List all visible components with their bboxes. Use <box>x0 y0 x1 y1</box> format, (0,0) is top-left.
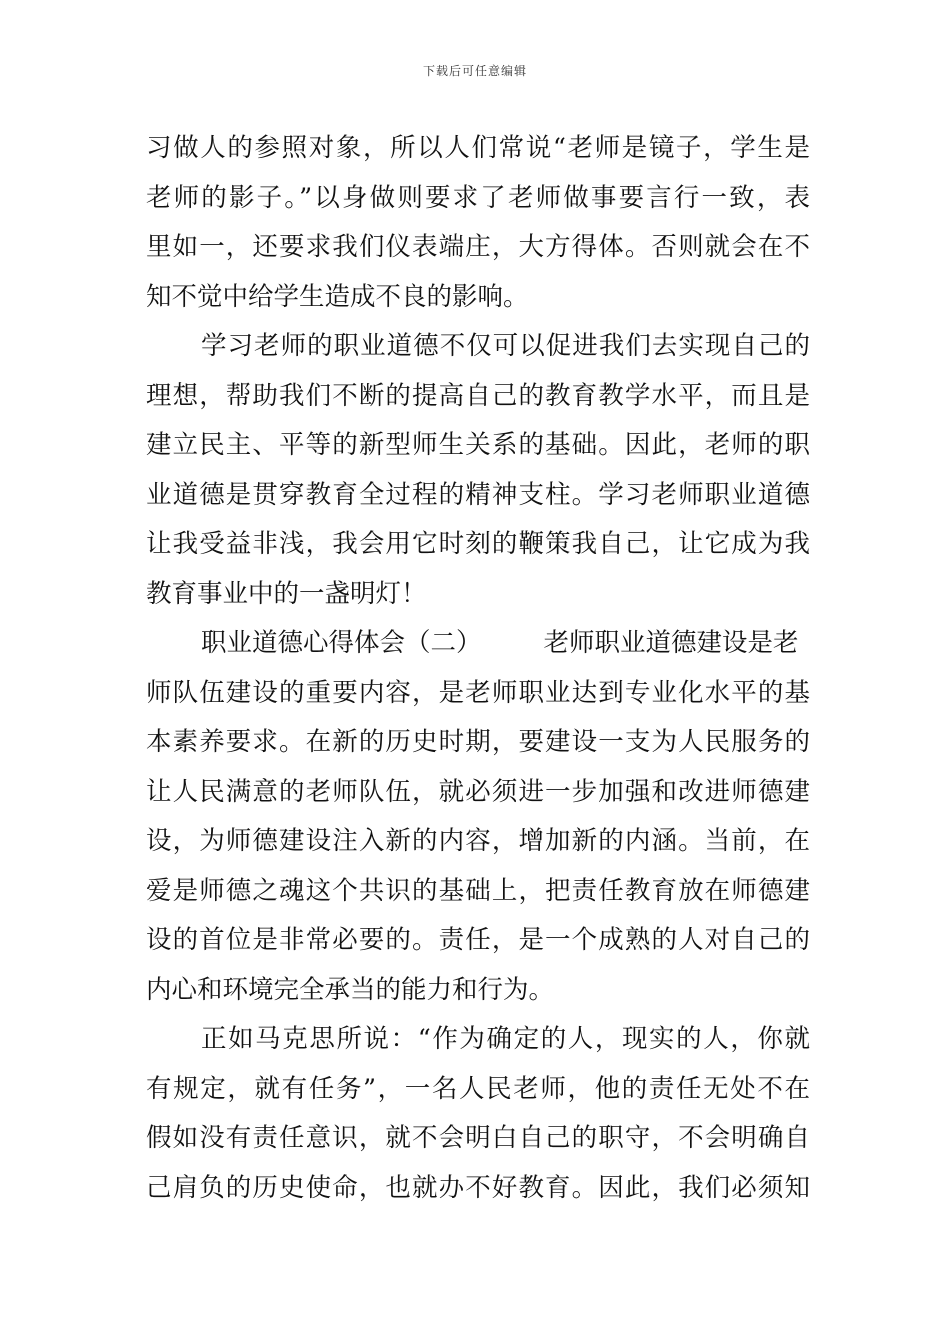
text-line: 建立民主、平等的新型师生关系的基础。因此，老师的职 <box>146 430 810 460</box>
text-line: 老师的影子。”以身做则要求了老师做事要言行一致，表 <box>146 182 810 213</box>
text-line: 有规定，就有任务”，一名人民老师，他的责任无处不在 <box>146 1073 810 1104</box>
text-line: 假如没有责任意识，就不会明白自己的职守，不会明确自 <box>146 1123 810 1153</box>
text-line: 让我受益非浅，我会用它时刻的鞭策我自己，让它成为我 <box>146 529 810 559</box>
text-line: 知不觉中给学生造成不良的影响。 <box>146 281 529 312</box>
text-line: 本素养要求。在新的历史时期，要建设一支为人民服务的 <box>146 727 810 757</box>
text-line: 设的首位是非常必要的。责任，是一个成熟的人对自己的 <box>146 925 810 955</box>
text-line: 师队伍建设的重要内容，是老师职业达到专业化水平的基 <box>146 677 810 708</box>
document-body <box>146 124 810 1213</box>
section-lead-text: 老师职业道德建设是老 <box>543 628 799 658</box>
text-line: 习做人的参照对象，所以人们常说“老师是镜子，学生是 <box>146 133 810 163</box>
text-line: 内心和环境完全承当的能力和行为。 <box>146 974 555 1005</box>
text-line: 理想，帮助我们不断的提高自己的教育教学水平，而且是 <box>146 380 810 411</box>
text-line: 让人民满意的老师队伍，就必须进一步加强和改进师德建 <box>146 776 810 807</box>
text-line: 正如马克思所说：“作为确定的人，现实的人，你就 <box>201 1024 810 1054</box>
text-line: 学习老师的职业道德不仅可以促进我们去实现自己的 <box>201 331 810 361</box>
section-title: 职业道德心得体会（二） <box>201 628 482 658</box>
text-line: 教育事业中的一盏明灯！ <box>146 578 427 609</box>
text-line: 里如一，还要求我们仪表端庄，大方得体。否则就会在不 <box>146 232 810 262</box>
text-line: 业道德是贯穿教育全过程的精神支柱。学习老师职业道德 <box>146 479 810 510</box>
text-line: 爱是师德之魂这个共识的基础上，把责任教育放在师德建 <box>146 875 810 906</box>
text-line: 己肩负的历史使命，也就办不好教育。因此，我们必须知 <box>146 1172 810 1203</box>
text-line: 设，为师德建设注入新的内容，增加新的内涵。当前，在 <box>146 826 810 856</box>
page-header: 下载后可任意编辑 <box>422 64 527 78</box>
section-title-line <box>146 619 810 669</box>
